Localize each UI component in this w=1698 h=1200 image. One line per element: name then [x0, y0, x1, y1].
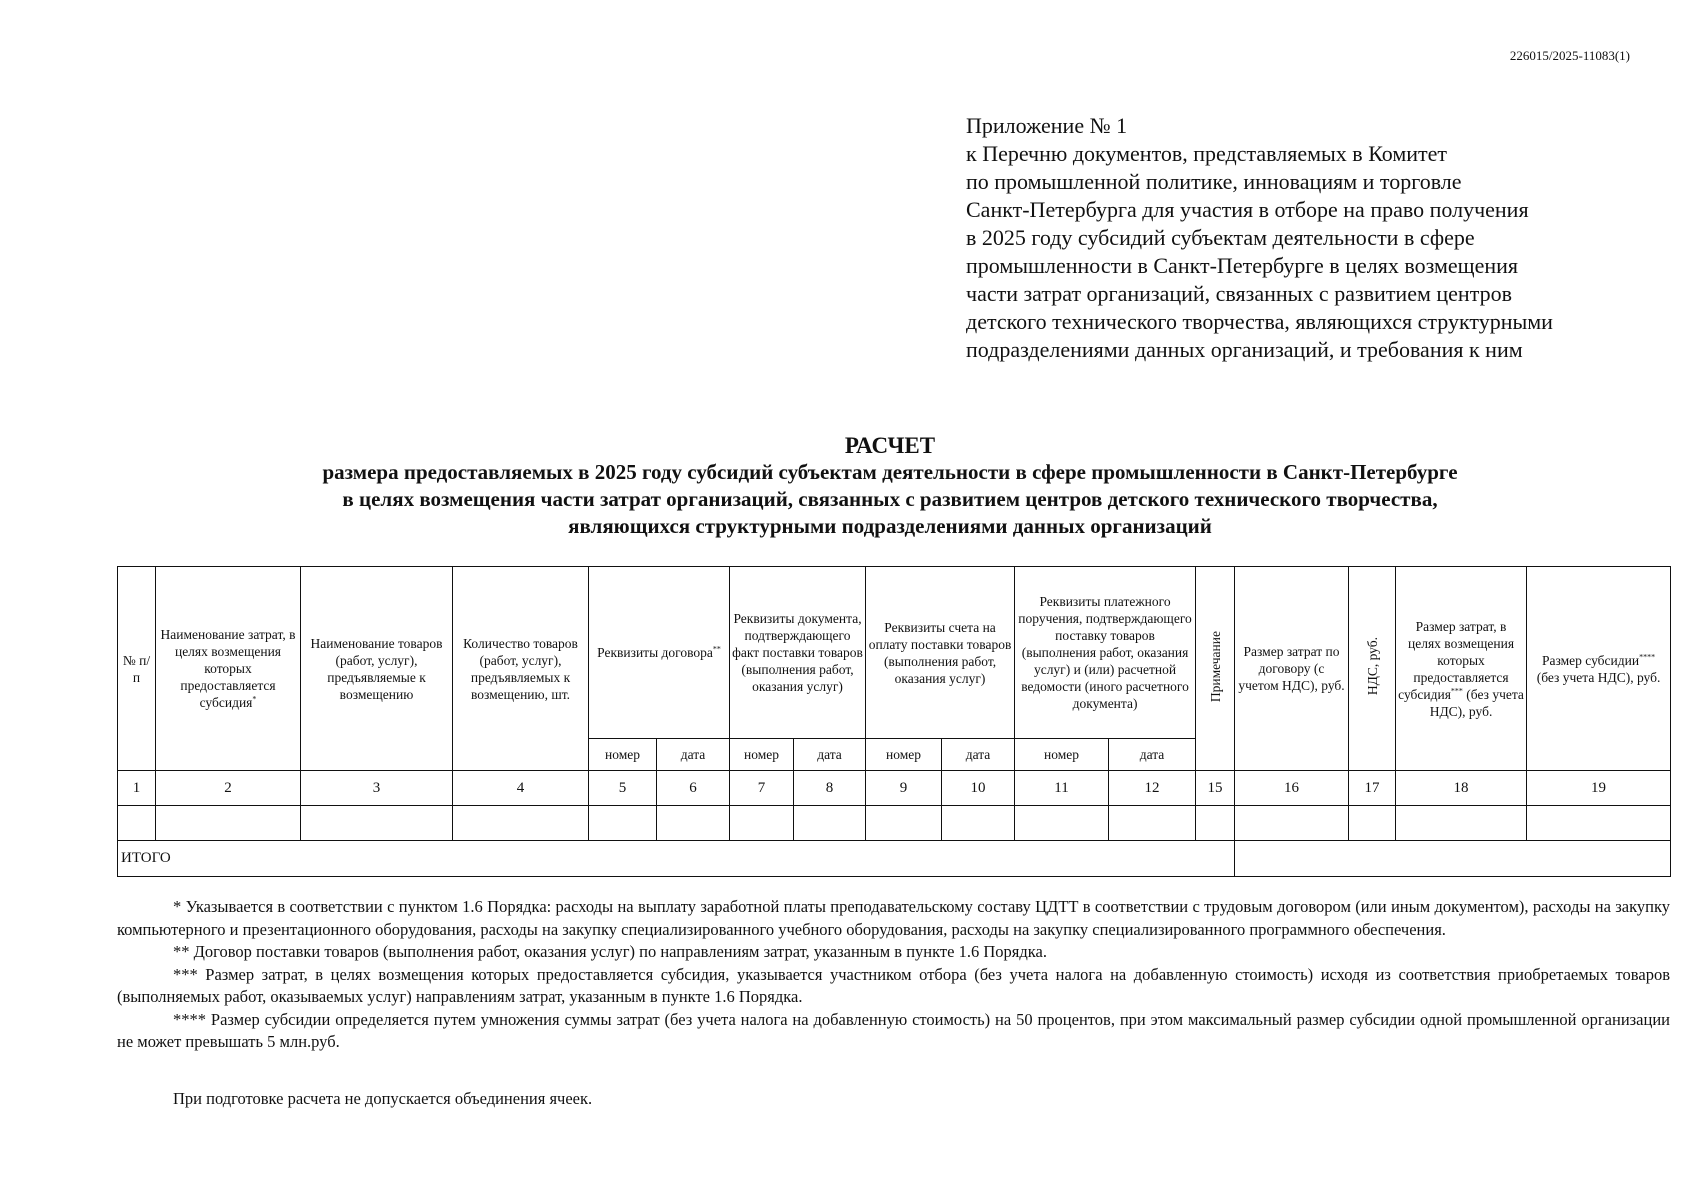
table-cell: [118, 806, 156, 841]
document-title: [0, 432, 1698, 540]
title-main: РАСЧЕТ: [844, 433, 936, 458]
appendix-line: Приложение № 1: [966, 113, 1128, 138]
table-cell: [657, 806, 730, 841]
title-line: являющихся структурными подразделениями данных организаций: [568, 514, 1212, 538]
column-number: 9: [866, 771, 942, 806]
title-line: размера предоставляемых в 2025 году субсидий субъектам деятельности в сфере промышленности в Санкт-Петербурге: [322, 460, 1458, 484]
total-value-cell: [1235, 841, 1671, 877]
table-cell: [730, 806, 794, 841]
appendix-line: Санкт-Петербурга для участия в отборе на право получения: [966, 197, 1529, 222]
merge-cells-note: При подготовке расчета не допускается объединения ячеек.: [173, 1088, 593, 1108]
column-number: 15: [1196, 771, 1235, 806]
subheader-number: номер: [866, 739, 942, 771]
table-row: [118, 806, 1671, 841]
table-cell: [1527, 806, 1671, 841]
header-cost-with-vat: Размер затрат по договору (с учетом НДС), руб.: [1235, 567, 1349, 771]
subheader-number: номер: [730, 739, 794, 771]
column-number: 12: [1109, 771, 1196, 806]
table-cell: [1015, 806, 1109, 841]
appendix-line: по промышленной политике, инновациям и торговле: [966, 169, 1462, 194]
header-note: Примечание: [1196, 567, 1235, 771]
column-number: 8: [794, 771, 866, 806]
column-number: 19: [1527, 771, 1671, 806]
table-cell: [453, 806, 589, 841]
table-cell: [589, 806, 657, 841]
appendix-header: [966, 112, 1666, 364]
column-number: 3: [301, 771, 453, 806]
column-number: 4: [453, 771, 589, 806]
appendix-line: детского технического творчества, являющихся структурными: [966, 309, 1553, 334]
footnotes: [117, 896, 1670, 1110]
column-number: 6: [657, 771, 730, 806]
appendix-line: подразделениями данных организаций, и требования к ним: [966, 337, 1523, 362]
document-number: 226015/2025-11083(1): [1509, 48, 1630, 63]
subheader-date: дата: [942, 739, 1015, 771]
column-number-row: [118, 771, 1671, 806]
appendix-line: части затрат организаций, связанных с развитием центров: [966, 281, 1512, 306]
total-row: [118, 841, 1671, 877]
header-payment: Реквизиты платежного поручения, подтверждающего поставку товаров (выполнения работ, оказания услуг) и (или) расчетной ведомости (иного расчетного документа): [1015, 567, 1196, 739]
title-line: в целях возмещения части затрат организаций, связанных с развитием центров детского технического творчества,: [342, 487, 1438, 511]
calculation-table: [117, 566, 1671, 877]
appendix-line: промышленности в Санкт-Петербурге в целях возмещения: [966, 253, 1519, 278]
header-contract: Реквизиты договора**: [589, 567, 730, 739]
header-goods-name: Наименование товаров (работ, услуг), предъявляемые к возмещению: [301, 567, 453, 771]
header-subsidy: Размер субсидии**** (без учета НДС), руб.: [1527, 567, 1671, 771]
column-number: 11: [1015, 771, 1109, 806]
table-cell: [1349, 806, 1396, 841]
column-number: 17: [1349, 771, 1396, 806]
table-cell: [1109, 806, 1196, 841]
table-cell: [942, 806, 1015, 841]
appendix-line: к Перечню документов, представляемых в Комитет: [966, 141, 1448, 166]
column-number: 10: [942, 771, 1015, 806]
footnote: ** Договор поставки товаров (выполнения работ, оказания услуг) по направлениям затрат, указанным в пункте 1.6 Порядка.: [173, 942, 1047, 961]
subheader-number: номер: [589, 739, 657, 771]
total-label: ИТОГО: [118, 841, 1235, 877]
header-quantity: Количество товаров (работ, услуг), предъявляемых к возмещению, шт.: [453, 567, 589, 771]
header-num: № п/п: [118, 567, 156, 771]
subheader-date: дата: [794, 739, 866, 771]
appendix-line: в 2025 году субсидий субъектам деятельности в сфере: [966, 225, 1475, 250]
footnote: **** Размер субсидии определяется путем умножения суммы затрат (без учета налога на добавленную стоимость) на 50 процентов, при этом максимальный размер субсидии одной промышленной организации не может превышать 5 млн.руб.: [117, 1009, 1670, 1051]
header-vat: НДС, руб.: [1349, 567, 1396, 771]
header-invoice: Реквизиты счета на оплату поставки товаров (выполнения работ, оказания услуг): [866, 567, 1015, 739]
subheader-date: дата: [657, 739, 730, 771]
column-number: 18: [1396, 771, 1527, 806]
table-cell: [1235, 806, 1349, 841]
footnote: * Указывается в соответствии с пунктом 1.6 Порядка: расходы на выплату заработной платы преподавательскому составу ЦДТТ в соответствии с трудовым договором (или иным документом), расходы на закупку компьютерного и презентационного оборудования, расходы на закупку специализированного учебного оборудования, расходы на закупку специализированного программного обеспечения.: [117, 897, 1670, 939]
table-cell: [794, 806, 866, 841]
column-number: 7: [730, 771, 794, 806]
subheader-number: номер: [1015, 739, 1109, 771]
table-header-row: [118, 567, 1671, 739]
subheader-date: дата: [1109, 739, 1196, 771]
header-delivery-doc: Реквизиты документа, подтверждающего факт поставки товаров (выполнения работ, оказания услуг): [730, 567, 866, 739]
table-cell: [1196, 806, 1235, 841]
column-number: 2: [156, 771, 301, 806]
footnote: *** Размер затрат, в целях возмещения которых предоставляется субсидия, указывается участником отбора (без учета налога на добавленную стоимость) исходя из соответствия приобретаемых товаров (выполняемых работ, оказываемых услуг) направлениям затрат, указанным в пункте 1.6 Порядка.: [117, 964, 1670, 1006]
column-number: 16: [1235, 771, 1349, 806]
column-number: 5: [589, 771, 657, 806]
table-cell: [866, 806, 942, 841]
table-cell: [301, 806, 453, 841]
header-cost-without-vat: Размер затрат, в целях возмещения которых предоставляется субсидия*** (без учета НДС), руб.: [1396, 567, 1527, 771]
table-cell: [1396, 806, 1527, 841]
column-number: 1: [118, 771, 156, 806]
table-cell: [156, 806, 301, 841]
header-cost-name: Наименование затрат, в целях возмещения которых предоставляется субсидия*: [156, 567, 301, 771]
